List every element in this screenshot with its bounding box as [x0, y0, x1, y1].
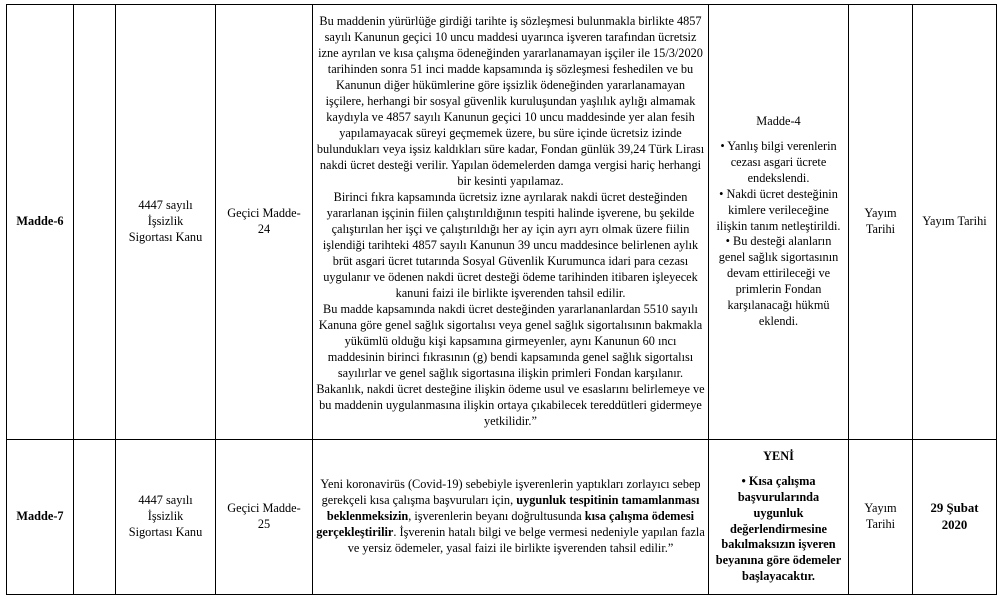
kanun-line-1: 4447 sayılı — [138, 198, 193, 213]
cell-blank — [74, 440, 116, 595]
cell-gecici-madde — [216, 5, 313, 440]
cell-publication-date: Yayım Tarihi — [913, 5, 997, 440]
kanun-line-3: Sigortası Kanu — [128, 524, 203, 539]
cell-effective-date — [849, 440, 913, 595]
law-text-bold-2: kısa çalışma ödemesi gerçekleştirilir — [316, 509, 695, 539]
cell-gecici-madde — [216, 440, 313, 595]
effective-date-line-1: Yayım — [864, 501, 897, 516]
gecici-line-2: 24 — [257, 222, 271, 236]
kanun-line-3: Sigortası Kanu — [128, 229, 203, 244]
gecici-line-1: Geçici Madde- — [227, 501, 301, 516]
gecici-line-1: Geçici Madde- — [227, 206, 301, 221]
cell-publication-date — [913, 440, 997, 595]
effective-date-line-2: Tarihi — [865, 517, 896, 531]
cell-law-text — [313, 440, 709, 595]
law-text-bold-1: uygunluk tespitinin tamamlanması beklenmeksizin — [326, 493, 700, 523]
law-paragraph-4: Bakanlık, nakdi ücret desteğine ilişkin ödeme usul ve esaslarını belirlemeye ve bu maddenin uygulanmasına ilişkin ortaya çıkabilecek tereddütleri gidermeye yetkilidir.” — [316, 381, 705, 428]
effective-date-line-1: Yayım — [864, 206, 897, 221]
kanun-line-2: İşsizlik — [147, 214, 184, 228]
table-row — [7, 5, 997, 440]
law-text-part-3: . İşverenin hatalı bilgi ve belge vermesi nedeniyle yapılan fazla ve yersiz ödemeler, yasal faizi ile birlikte işverenden tahsil edilir.” — [347, 524, 705, 555]
cell-law-text — [313, 5, 709, 440]
publication-date-line-1: 29 Şubat — [930, 501, 979, 516]
cell-effective-date — [849, 5, 913, 440]
gecici-line-2: 25 — [257, 517, 271, 531]
law-paragraph-3: Bu madde kapsamında nakdi ücret desteğinden yararlananlardan 5510 sayılı Kanuna göre genel sağlık sigortalısı veya genel sağlık sigortalısının bakmakla yükümlü olduğu kişi kapsamına girmeyenler, aynı Kanunun 60 ıncı maddesinin birinci fıkrasının (g) bendi kapsamında genel sağlık sigortalısı sayılırlar ve genel sağlık sigortasına ilişkin primleri Fondan karşılanır. — [318, 301, 703, 380]
cell-blank — [74, 5, 116, 440]
table-row — [7, 440, 997, 595]
change-heading: YENİ — [763, 448, 794, 463]
law-paragraph-2: Birinci fıkra kapsamında ücretsiz izne ayrılarak nakdi ücret desteğinden yararlanan işçinin fiilen çalıştırıldığının tespiti halinde işverene, bu şekilde çalıştırılan her işçi ve çalıştırıldığı her ay için ayrı ayrı olmak üzere fiilin işlendiği tarihteki 4857 sayılı Kanunun 39 uncu maddesince belirlenen aylık brüt asgari ücret tutarında Sosyal Güvenlik Kurumunca idari para cezası uygulanır ve ödenen nakdi ücret desteği ödeme tarihinden itibaren işleyecek kanuni faizi ile birlikte işverenden tahsil edilir. — [322, 190, 699, 300]
kanun-line-2: İşsizlik — [147, 509, 184, 523]
cell-change-summary — [709, 5, 849, 440]
list-item: • Kısa çalışma başvurularında uygunluk değerlendirmesine bakılmaksızın işveren beyanına göre ödemeler başlayacaktır. — [715, 473, 842, 584]
cell-change-summary — [709, 440, 849, 595]
change-heading: Madde-4 — [756, 113, 801, 128]
change-bullet-list — [712, 139, 845, 331]
law-paragraph-1: Bu maddenin yürürlüğe girdiği tarihte iş sözleşmesi bulunmakla birlikte 4857 sayılı Kanunun geçici 10 uncu maddesi uyarınca işveren tarafından ücretsiz izne ayrılan ve kısa çalışma ödeneğinden yararlanamayan işçiler ile 15/3/2020 tarihinden sonra 51 inci madde kapsamında iş sözleşmesi feshedilen ve bu Kanunun diğer hükümlerine göre işsizlik ödeneğinden yararlanamayan işçilere, herhangi bir sosyal güvenlik kuruluşundan yaşlılık aylığı almamak kaydıyla ve 4857 sayılı Kanunun geçici 10 uncu maddesinde yer alan fesih yapılamayacak süreyi geçmemek üzere, bu süre içinde ücretsiz izinde bulundukları veya işsiz kaldıkları süre kadar, Fondan günlük 39,24 Türk Lirası nakdi ücret desteği verilir. Yapılan ödemelerden damga vergisi hariç herhangi bir kesinti yapılamaz. — [316, 14, 705, 189]
law-text-part-1: Yeni koronavirüs (Covid-19) sebebiyle işverenlerin yaptıkları zorlayıcı sebep gerekçeli kısa çalışma başvuruları için, — [320, 477, 701, 508]
cell-kanun-name — [116, 440, 216, 595]
cell-madde-number: Madde-6 — [7, 5, 74, 440]
cell-kanun-name — [116, 5, 216, 440]
law-paragraph-1 — [316, 477, 705, 557]
law-text-part-2: , işverenlerin beyanı doğrultusunda — [408, 509, 585, 523]
publication-date-line-2: 2020 — [941, 518, 968, 532]
effective-date-line-2: Tarihi — [865, 222, 896, 236]
cell-madde-number: Madde-7 — [7, 440, 74, 595]
list-item: • Yanlış bilgi verenlerin cezası asgari ücrete endekslendi. — [720, 138, 837, 185]
law-comparison-table — [6, 4, 997, 595]
change-bullet-list — [712, 474, 845, 586]
list-item: • Bu desteği alanların genel sağlık sigortasının devam ettirileceği ve primlerin Fondan karşılanacağı hükmü eklendi. — [718, 234, 839, 329]
list-item: • Nakdi ücret desteğinin kimlere verileceğine ilişkin tanım netleştirildi. — [716, 186, 841, 233]
kanun-line-1: 4447 sayılı — [138, 493, 193, 508]
